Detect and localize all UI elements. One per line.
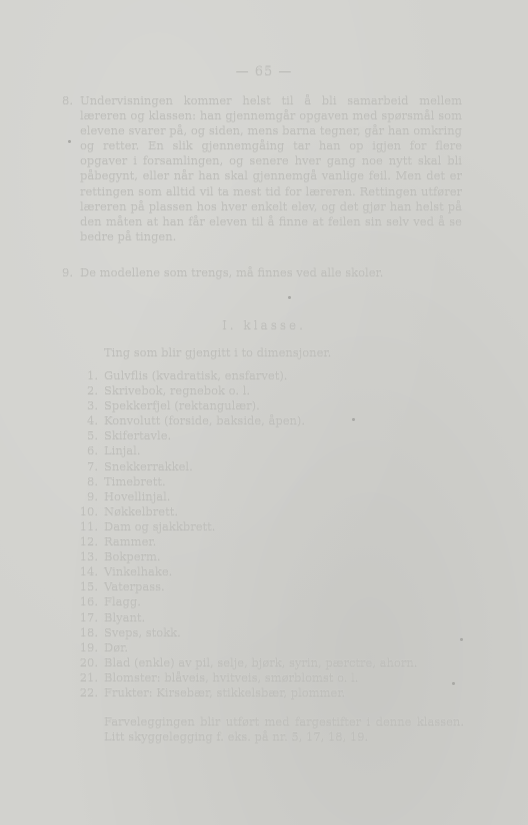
paragraph-9	[62, 265, 462, 280]
paragraph-9-text: De modellene som trengs, må finnes ved alle skoler.	[80, 265, 384, 279]
list-item	[66, 640, 466, 655]
list-item	[66, 534, 466, 549]
list-item	[66, 610, 466, 625]
list-item-number: 9.	[87, 488, 98, 503]
list-item	[66, 474, 466, 489]
list-item-text: Konvolutt (forside, bakside, åpen).	[104, 413, 306, 428]
list-item	[66, 625, 466, 640]
list-item-number: 5.	[87, 428, 98, 443]
list-item-text: Frukter: Kirsebær, stikkelsbær, plommer.	[104, 684, 346, 699]
list-item-text: Dam og sjakkbrett.	[104, 518, 216, 533]
list-item	[66, 549, 466, 564]
list-item-text: Vinkelhake.	[104, 564, 173, 579]
page-number: — 65 —	[235, 64, 293, 79]
list-item	[66, 459, 466, 474]
section-intro: Ting som blir gjengitt i to dimensjoner.	[104, 345, 332, 359]
list-item-number: 2.	[87, 383, 98, 398]
list-item	[66, 685, 466, 700]
section-heading: I. klasse.	[222, 318, 306, 332]
paragraph-9-label: 9.	[62, 265, 73, 279]
list-item-text: Blyant.	[104, 609, 146, 624]
list-item-text: Bokperm.	[104, 549, 161, 564]
list-item-number: 12.	[79, 534, 98, 549]
list-item-number: 11.	[79, 518, 98, 533]
list-item	[66, 564, 466, 579]
list-item-number: 6.	[87, 443, 98, 458]
closing-note: Farveleggingen blir utført med fargestifter i denne klassen. Litt skyggelegging f. eks. på nr. 5, 17, 18, 19.	[104, 714, 464, 744]
list-item	[66, 519, 466, 534]
paper-speck	[288, 296, 291, 299]
list-item	[66, 670, 466, 685]
list-item-text: Skrivebok, regnebok o. l.	[104, 383, 251, 398]
list-item	[66, 489, 466, 504]
paper-speck	[352, 418, 355, 421]
list-item-number: 7.	[87, 458, 98, 473]
list-item	[66, 413, 466, 428]
paper-speck	[452, 682, 455, 685]
paragraph-8	[62, 93, 462, 244]
paper-speck	[68, 140, 71, 143]
list-item-text: Timebrett.	[104, 473, 166, 488]
list-item	[66, 655, 466, 670]
list-item-text: Blomster: blåveis, hvitveis, smørblomst o. l.	[104, 669, 359, 684]
list-item-text: Blad (enkle) av pil, selje, bjørk, syrin, pærctre, ahorn.	[104, 654, 418, 669]
list-item-number: 17.	[79, 609, 98, 624]
object-list	[66, 368, 466, 700]
list-item-text: Rammer.	[104, 534, 157, 549]
list-item-number: 19.	[79, 639, 98, 654]
list-item	[66, 383, 466, 398]
list-item-text: Sveps, stokk.	[104, 624, 181, 639]
list-item-number: 15.	[79, 579, 98, 594]
list-item	[66, 398, 466, 413]
list-item-text: Flagg.	[104, 594, 141, 609]
list-item-number: 18.	[79, 624, 98, 639]
paragraph-8-text: Undervisningen kommer helst til å bli samarbeid mellem læreren og klassen: han gjennemgår opgaven med spørsmål som elevene svarer på, og siden, mens barna tegner, går han omkring og retter. En slik gjennemgåing tar han op igjen for flere opgaver i forsamlingen, og senere hver gang noe nytt skal bli påbegynt, eller når han skal gjennemgå vanlige feil. Men det er rettingen som alltid vil ta mest tid for læreren. Rettingen utfører læreren på plassen hos hver enkelt elev, og det gjør han helst på den måten at han får eleven til å finne at feilen sin selv ved å se bedre på tingen.	[80, 93, 462, 243]
list-item-number: 16.	[79, 594, 98, 609]
list-item	[66, 368, 466, 383]
list-item-text: Skifertavle.	[104, 428, 172, 443]
list-item	[66, 579, 466, 594]
paragraph-8-label: 8.	[62, 93, 73, 107]
list-item-number: 4.	[87, 413, 98, 428]
list-item-number: 22.	[79, 684, 98, 699]
list-item	[66, 428, 466, 443]
list-item-number: 20.	[79, 654, 98, 669]
list-item-text: Spekkerfjel (rektangulær).	[104, 398, 260, 413]
list-item-text: Hovellinjal.	[104, 488, 171, 503]
paper-speck	[460, 638, 463, 641]
list-item-text: Snekkerrakkel.	[104, 458, 193, 473]
list-item-text: Linjal.	[104, 443, 141, 458]
list-item-number: 1.	[87, 368, 98, 382]
list-item	[66, 504, 466, 519]
list-item-number: 3.	[87, 398, 98, 413]
list-item-number: 13.	[79, 549, 98, 564]
list-item-text: Nøkkelbrett.	[104, 503, 178, 518]
list-item-number: 10.	[79, 503, 98, 518]
list-item	[66, 594, 466, 609]
list-item	[66, 443, 466, 458]
list-item-number: 14.	[79, 564, 98, 579]
list-item-text: Gulvflis (kvadratisk, ensfarvet).	[104, 368, 288, 382]
list-item-number: 8.	[87, 473, 98, 488]
list-item-number: 21.	[79, 669, 98, 684]
list-item-text: Dør.	[104, 639, 129, 654]
list-item-text: Vaterpass.	[104, 579, 165, 594]
